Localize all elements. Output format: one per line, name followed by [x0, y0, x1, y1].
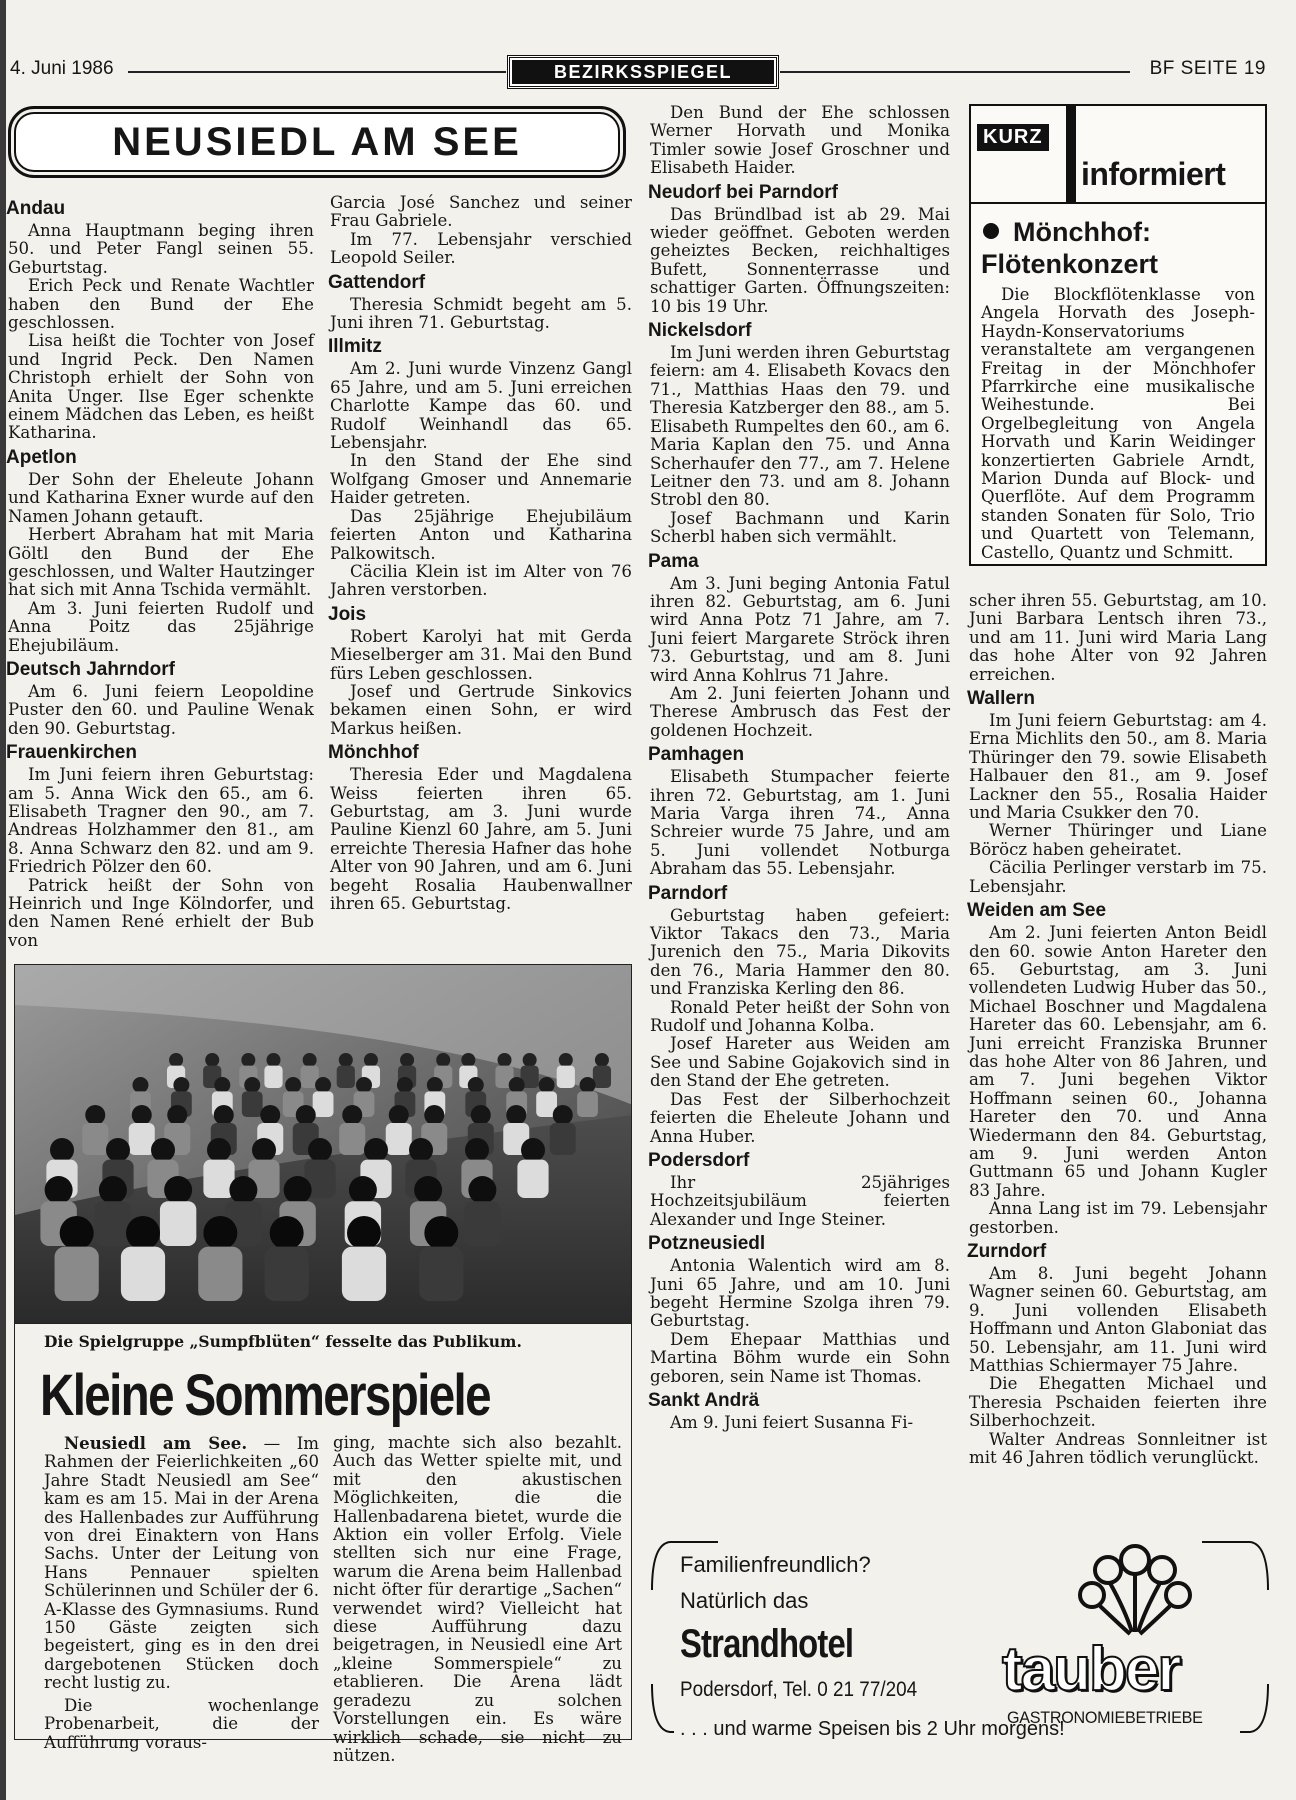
kurz-title: informiert [1081, 156, 1226, 192]
news-paragraph: Am 2. Juni wurde Vinzenz Gangl 65 Jahre, und am 5. Juni erreichen Charlotte Kampe das 60. und Rudolf Weinhandl das 65. Lebensjahr. [330, 359, 632, 453]
audience-member-head [106, 1138, 130, 1162]
place-heading: Pama [648, 550, 699, 572]
news-paragraph: Elisabeth Stumpacher feierte ihren 72. Geburtstag, am 1. Juni Maria Varga ihren 74., Anna Schreier wurde 75 Jahre, und am 5. Juni vollendet Notburga Abraham das 55. Lebensjahr. [650, 767, 950, 879]
news-paragraph: Lisa heißt die Tochter von Josef und Ingrid Peck. Den Namen Christoph erhielt der Sohn von Anita Unger. Ilse Eger schenkte einem Mädchen das Leben, es heißt Katharina. [8, 331, 314, 443]
audience-member-body [337, 1066, 355, 1088]
audience-member-head [468, 1077, 484, 1093]
audience-member-head [580, 1077, 596, 1093]
kurz-header [971, 106, 1265, 204]
audience-member-head [132, 1077, 148, 1093]
story-column-b [333, 1434, 622, 1765]
audience-member-head [424, 1105, 444, 1125]
audience-member-body [517, 1160, 548, 1198]
audience-member-body [242, 1091, 263, 1117]
ad-line-2: Natürlich das [680, 1588, 809, 1613]
audience-member-head [126, 1216, 160, 1250]
place-heading: Jois [328, 603, 367, 625]
audience-member-head [203, 1216, 237, 1250]
news-body [981, 286, 1255, 562]
audience-member-body [265, 1247, 309, 1301]
place-heading: Illmitz [328, 336, 382, 358]
story-paragraph [44, 1434, 319, 1693]
bullet-icon [983, 223, 999, 239]
news-paragraph: Anna Hauptmann beging ihren 50. und Peter Fangl seinen 55. Geburtstag. [8, 221, 314, 277]
audience-member-body [419, 1247, 463, 1301]
news-paragraph: Erich Peck und Renate Wachtler haben den Bund der Ehe geschlossen. [8, 276, 314, 333]
header-rule-left [128, 71, 506, 73]
audience-member-head [339, 1053, 353, 1067]
audience-member-body [577, 1091, 598, 1117]
audience-member-body [55, 1247, 99, 1301]
news-paragraph: Anna Lang ist im 79. Lebensjahr gestorben. [969, 1199, 1267, 1237]
column-2 [330, 194, 632, 913]
news-paragraph: In den Stand der Ehe sind Wolfgang Gmoser und Annemarie Haider getreten. [330, 451, 632, 508]
news-paragraph: Josef und Gertrude Sinkovics bekamen einen Sohn, er wird Markus heißen. [330, 681, 632, 738]
ad-corner-br [1200, 1674, 1270, 1744]
audience-member-head [169, 1053, 183, 1067]
audience-member-head [559, 1053, 573, 1067]
photo-caption: Die Spielgruppe „Sumpfblüten“ fesselte das Publikum. [44, 1332, 522, 1351]
section-label-text: BEZIRKSSPIEGEL [512, 60, 774, 84]
news-paragraph: Antonia Walentich wird am 8. Juni 65 Jahre, und am 10. Juni begeht Hermine Szolga ihren 79. Geburtstag. [650, 1256, 950, 1331]
audience-member-head [85, 1105, 105, 1125]
news-paragraph: Werner Thüringer und Liane Böröcz haben geheiratet. [969, 821, 1267, 859]
news-paragraph: Josef Bachmann und Karin Scherbl haben sich vermählt. [650, 508, 950, 547]
kurz-label: KURZ [977, 124, 1049, 151]
audience-member-head [400, 1053, 414, 1067]
story-text-b: ging, machte sich also bezahlt. Auch das Wetter spielte mit, und mit den akustischen Möglichkeiten, die die Hallenbadarena bietet, wurde die Aktion ein voller Erfolg. Viele stellten sich nur eine Frage, warum die Arena beim Hallenbad nicht öfter für derartige „Sachen“ verwendet wird? Vielleicht hat diese Aufführung dazu beigetragen, in Neusiedl eine Art „kleine Sommerspiele“ zu etablieren. Die Arena lädt geradezu zu solchen Vorstellungen ein. Es wäre wirklich schade, sie nicht zu nützen. [333, 1433, 622, 1765]
audience-member-head [342, 1105, 362, 1125]
news-paragraph: Herbert Abraham hat mit Maria Göltl den Bund der Ehe geschlossen, und Walter Hautzinger hat sich mit Anna Tschida vermählt. [8, 525, 314, 600]
advertisement [650, 1530, 1270, 1744]
audience-member-head [229, 1176, 257, 1204]
audience-member-head [267, 1053, 281, 1067]
place-heading: Sankt Andrä [648, 1389, 760, 1411]
header-rule-right [780, 71, 1130, 73]
audience-member-body [264, 1066, 282, 1088]
audience-member-head [523, 1053, 537, 1067]
audience-member-head [45, 1176, 73, 1204]
audience-member-head [303, 1053, 317, 1067]
ad-hotel-name: Strandhotel [680, 1622, 854, 1666]
audience-member-body [313, 1091, 334, 1117]
story-dateline: Neusiedl am See. [64, 1433, 248, 1453]
news-paragraph: Den Bund der Ehe schlossen Werner Horvath und Monika Timler sowie Josef Groschner und Elisabeth Haider. [650, 103, 950, 178]
place-heading: Apetlon [6, 446, 77, 468]
news-paragraph: Das Bründlbad ist ab 29. Mai wieder geöffnet. Geboten werden geheiztes Becken, reichhaltiges Bufett, Sonnenterrasse und schattiger Garten. Öffnungszeiten: 10 bis 19 Uhr. [650, 204, 950, 316]
news-paragraph: Am 3. Juni beging Antonia Fatul ihren 82. Geburtstag, am 6. Juni wird Anna Potz 71 Jahre, am 7. Juni feiert Margarete Ströck ihren 73. Geburtstag, und am 8. Juni wird Anna Kohlrus 71 Jahre. [650, 573, 950, 685]
audience-member-head [521, 1138, 545, 1162]
news-headline-text: Mönchhof: Flötenkonzert [981, 217, 1159, 279]
place-heading: Pamhagen [648, 744, 745, 766]
column-3 [650, 104, 950, 1432]
news-paragraph: Ihr 25jähriges Hochzeitsjubiläum feierten Alexander und Inge Steiner. [650, 1172, 950, 1229]
audience-member-head [270, 1216, 304, 1250]
news-paragraph: Geburtstag haben gefeiert: Viktor Takacs den 73., Maria Jurenich den 75., Maria Dikovits den 76., Maria Hammer den 80. und Franziska Kerling den 86. [650, 905, 950, 999]
audience-member-head [414, 1176, 442, 1204]
audience-member-head [364, 1053, 378, 1067]
news-headline [981, 216, 1255, 280]
audience-member-head [285, 1077, 301, 1093]
audience-member-head [389, 1105, 409, 1125]
news-paragraph: Garcia José Sanchez und seiner Frau Gabriele. [330, 193, 632, 231]
news-paragraph: Das Fest der Silberhochzeit feierten die Eheleute Johann und Anna Huber. [650, 1089, 950, 1146]
audience-photo [14, 964, 632, 1324]
issue-date: 4. Juni 1986 [10, 58, 114, 79]
news-paragraph: Im Juni feiern ihren Geburtstag: am 5. Anna Wick den 65., am 6. Elisabeth Tragner den 90., am 7. Andreas Holzhammer den 81., am 8. Anna Schwarz den 82. und am 9. Friedrich Pölzer den 60. [8, 765, 314, 877]
audience-member-head [151, 1138, 175, 1162]
place-heading: Parndorf [648, 882, 728, 904]
place-heading: Andau [6, 198, 66, 219]
column-4 [969, 592, 1267, 1467]
place-heading: Potzneusiedl [648, 1233, 766, 1255]
place-heading: Mönchhof [328, 742, 419, 764]
news-paragraph: Am 2. Juni feierten Anton Beidl den 60. sowie Anton Hareter den 65. Geburtstag, am 3. Juni vollendeten Ludwig Huber das 50., Michael Boschner und Magdalena Hareter das 60. Lebensjahr, am 6. Juni erreicht Franziska Brunner das hohe Alter von 86 Jahren, und am 7. Juni begehen Viktor Hoffmann seinen 60., Johanna Hareter den 70. und Anna Wiedermann den 84. Geburtstag, am 9. Juni werden Anton Guttmann 65 und Johann Kugler 83 Jahre. [969, 923, 1267, 1200]
audience-member-head [244, 1077, 260, 1093]
audience-member-head [553, 1105, 573, 1125]
news-paragraph: Am 2. Juni feierten Johann und Therese Ambrusch das Fest der goldenen Hochzeit. [650, 683, 950, 740]
audience-member-head [60, 1216, 94, 1250]
audience-member-head [205, 1053, 219, 1067]
news-paragraph: Am 3. Juni feierten Rudolf und Anna Poitz das 25jährige Ehejubiläum. [8, 598, 314, 655]
place-heading: Gattendorf [328, 271, 426, 293]
news-paragraph: Theresia Eder und Magdalena Weiss feierten ihren 65. Geburtstag, am 3. Juni wurde Pauline Kienzl 60 Jahre, am 5. Juni erreichte Theresia Hafner das hohe Alter von 90 Jahren, und am 6. Juni begeht Rosalia Haubenwallner ihren 65. Geburtstag. [330, 765, 632, 913]
audience-member-head [506, 1105, 526, 1125]
audience-member-body [550, 1123, 576, 1155]
audience-member-body [82, 1123, 108, 1155]
place-heading: Weiden am See [967, 900, 1107, 922]
audience-member-body [464, 1201, 500, 1246]
place-heading: Deutsch Jahrndorf [6, 658, 175, 680]
news-paragraph: Dem Ehepaar Matthias und Martina Böhm wurde ein Sohn geboren, sein Name ist Thomas. [650, 1329, 950, 1386]
audience-member-head [397, 1077, 413, 1093]
scan-edge [0, 0, 6, 1800]
news-paragraph: Die Blockflötenklasse von Angela Horvath des Joseph-Haydn-Konservatoriums veranstaltete am vergangenen Freitag in der Mönchhofer Pfarrkirche eine musikalische Weihestunde. Bei Orgelbegleitung von Angela Horvath und Karin Weidinger konzertierten Gabriele Arndt, Marion Dunda auf Block- und Querflöte. Auf dem Programm standen Sonaten für Solo, Trio und Quartett von Telemann, Castello, Quantz und Schmitt. [981, 285, 1255, 562]
place-heading: Wallern [967, 688, 1035, 710]
region-banner [8, 106, 626, 178]
audience-member-head [315, 1077, 331, 1093]
ad-brand-sub: GASTRONOMIEBETRIEBE [1007, 1708, 1203, 1727]
audience-member-head [471, 1105, 491, 1125]
story-headline: Kleine Sommerspiele [40, 1363, 490, 1428]
audience-member-head [260, 1105, 280, 1125]
audience-member-head [173, 1077, 189, 1093]
audience-member-head [284, 1176, 312, 1204]
audience-photo-image [15, 965, 632, 1324]
audience-member-head [427, 1077, 443, 1093]
news-paragraph: Der Sohn der Eheleute Johann und Katharina Exner wurde auf den Namen Johann getauft. [8, 469, 314, 526]
news-paragraph: Ronald Peter heißt der Sohn von Rudolf und Johanna Kolba. [650, 997, 950, 1036]
news-paragraph: Das 25jährige Ehejubiläum feierten Anton und Katharina Palkowitsch. [330, 506, 632, 563]
audience-member-head [296, 1105, 316, 1125]
audience-member-head [356, 1077, 372, 1093]
place-heading: Podersdorf [648, 1149, 750, 1171]
news-paragraph: Die Ehegatten Michael und Theresia Pschaiden feierten ihre Silberhochzeit. [969, 1374, 1267, 1431]
news-paragraph: Im Juni feiern Geburtstag: am 4. Erna Michlits den 50., am 8. Maria Thüringer den 79. sowie Elisabeth Halbauer den 81., am 9. Josef Lackner den 55., Rosalia Haider und Maria Csukker den 70. [969, 711, 1267, 823]
audience-member-head [241, 1053, 255, 1067]
audience-member-head [50, 1138, 74, 1162]
news-paragraph: Am 8. Juni begeht Johann Wagner seinen 60. Geburtstag, am 9. Juni vollenden Elisabeth Hoffmann und Anton Glaboniat das 50. Lebensjahr, am 11. Juni wird Matthias Schiermayer 75 Jahre. [969, 1264, 1267, 1376]
news-paragraph: Patrick heißt der Sohn von Heinrich und Inge Kölndorfer, und den Namen René erhielt der Bub von [8, 875, 314, 950]
audience-member-head [465, 1138, 489, 1162]
audience-member-body [339, 1123, 365, 1155]
news-paragraph: Am 6. Juni feiern Leopoldine Puster den 60. und Pauline Wenak den 90. Geburtstag. [8, 681, 314, 738]
news-paragraph: Cäcilia Klein ist im Alter von 76 Jahren verstorben. [330, 561, 632, 600]
audience-member-head [498, 1053, 512, 1067]
audience-member-body [557, 1066, 575, 1088]
audience-member-head [164, 1176, 192, 1204]
audience-member-head [252, 1138, 276, 1162]
audience-member-head [424, 1216, 458, 1250]
audience-member-head [539, 1077, 555, 1093]
ad-line-1: Familienfreundlich? [680, 1552, 871, 1577]
news-paragraph: Josef Hareter aus Weiden am See und Sabine Gojakovich sind in den Stand der Ehe getreten. [650, 1034, 950, 1091]
news-paragraph: Theresia Schmidt begeht am 5. Juni ihren 71. Geburtstag. [330, 294, 632, 333]
audience-member-body [129, 1123, 155, 1155]
audience-member-head [132, 1105, 152, 1125]
audience-member-head [99, 1176, 127, 1204]
place-heading: Nickelsdorf [648, 320, 752, 342]
news-paragraph: scher ihren 55. Geburtstag, am 10. Juni Barbara Lentsch ihren 73., und am 11. Juni wird Maria Lang das hohe Alter von 92 Jahren erreichen. [969, 591, 1267, 684]
place-heading: Zurndorf [967, 1241, 1047, 1262]
audience-member-body [386, 1123, 412, 1155]
audience-member-head [436, 1053, 450, 1067]
audience-member-head [308, 1138, 332, 1162]
kurz-bar [1066, 106, 1076, 202]
news-paragraph: Im 77. Lebensjahr verschied Leopold Seiler. [330, 229, 632, 268]
audience-member-head [207, 1138, 231, 1162]
section-label [507, 55, 779, 89]
column-1 [8, 194, 314, 950]
ad-address: Podersdorf, Tel. 0 21 77/204 [680, 1678, 918, 1701]
audience-member-head [409, 1138, 433, 1162]
audience-member-head [214, 1105, 234, 1125]
audience-member-head [364, 1138, 388, 1162]
audience-member-head [595, 1053, 609, 1067]
audience-member-body [593, 1066, 611, 1088]
story-text-a1: — Im Rahmen der Feierlichkeiten „60 Jahre Stadt Neusiedl am See“ kam es am 15. Mai in der Arena des Hallenbades zur Aufführung von drei Einaktern von Hans Sachs. Unter der Leitung von Hans Pennauer spielten Schülerinnen und Schüler der 6. A-Klasse des Gymnasiums. Rund 150 Gäste zeigten sich begeistert, ging es in den drei dargebotenen Stücken doch recht lustig zu. [44, 1434, 319, 1693]
audience-member-body [121, 1247, 165, 1301]
audience-member-head [349, 1176, 377, 1204]
news-paragraph: Am 9. Juni feiert Susanna Fi- [670, 1412, 914, 1432]
audience-member-head [347, 1216, 381, 1250]
news-paragraph: Cäcilia Perlinger verstarb im 75. Lebensjahr. [969, 858, 1267, 896]
audience-member-head [461, 1053, 475, 1067]
audience-member-body [160, 1201, 196, 1246]
place-heading: Frauenkirchen [6, 742, 137, 764]
audience-member-body [342, 1247, 386, 1301]
ad-corner-tr [1200, 1530, 1270, 1600]
story-text-a2: Die wochenlange Probenarbeit, die der Aufführung voraus- [44, 1695, 319, 1752]
region-title: NEUSIEDL AM SEE [112, 119, 522, 164]
story-column-a [44, 1434, 319, 1752]
kurz-informiert-box [969, 104, 1267, 566]
audience-member-body [198, 1247, 242, 1301]
audience-member-head [468, 1176, 496, 1204]
audience-member-head [214, 1077, 230, 1093]
ad-footer-text: . . . und warme Speisen bis 2 Uhr morgens! [680, 1718, 1065, 1740]
news-paragraph: Walter Andreas Sonnleitner ist mit 46 Jahren tödlich verunglückt. [969, 1429, 1267, 1468]
audience-member-head [167, 1105, 187, 1125]
news-paragraph: Im Juni werden ihren Geburtstag feiern: am 4. Elisabeth Kovacs den 71., Matthias Haas den 79. und Theresia Katzberger den 88., am 5. Elisabeth Rumpeltes den 60., am 6. Maria Kaplan den 75. und Anna Scherhaufer den 77., am 7. Helene Leitner den 73. und am 8. Johann Strobl den 80. [650, 343, 950, 510]
page-number: BF SEITE 19 [1149, 58, 1266, 79]
news-paragraph: Robert Karolyi hat mit Gerda Mieselberger am 31. Mai den Bund fürs Leben geschlossen. [330, 626, 632, 683]
audience-member-head [509, 1077, 525, 1093]
flower-logo-icon [1070, 1540, 1200, 1640]
place-heading: Neudorf bei Parndorf [648, 181, 839, 203]
ad-brand-logo: tauber [1002, 1635, 1180, 1704]
audience-member-body [95, 1201, 131, 1246]
